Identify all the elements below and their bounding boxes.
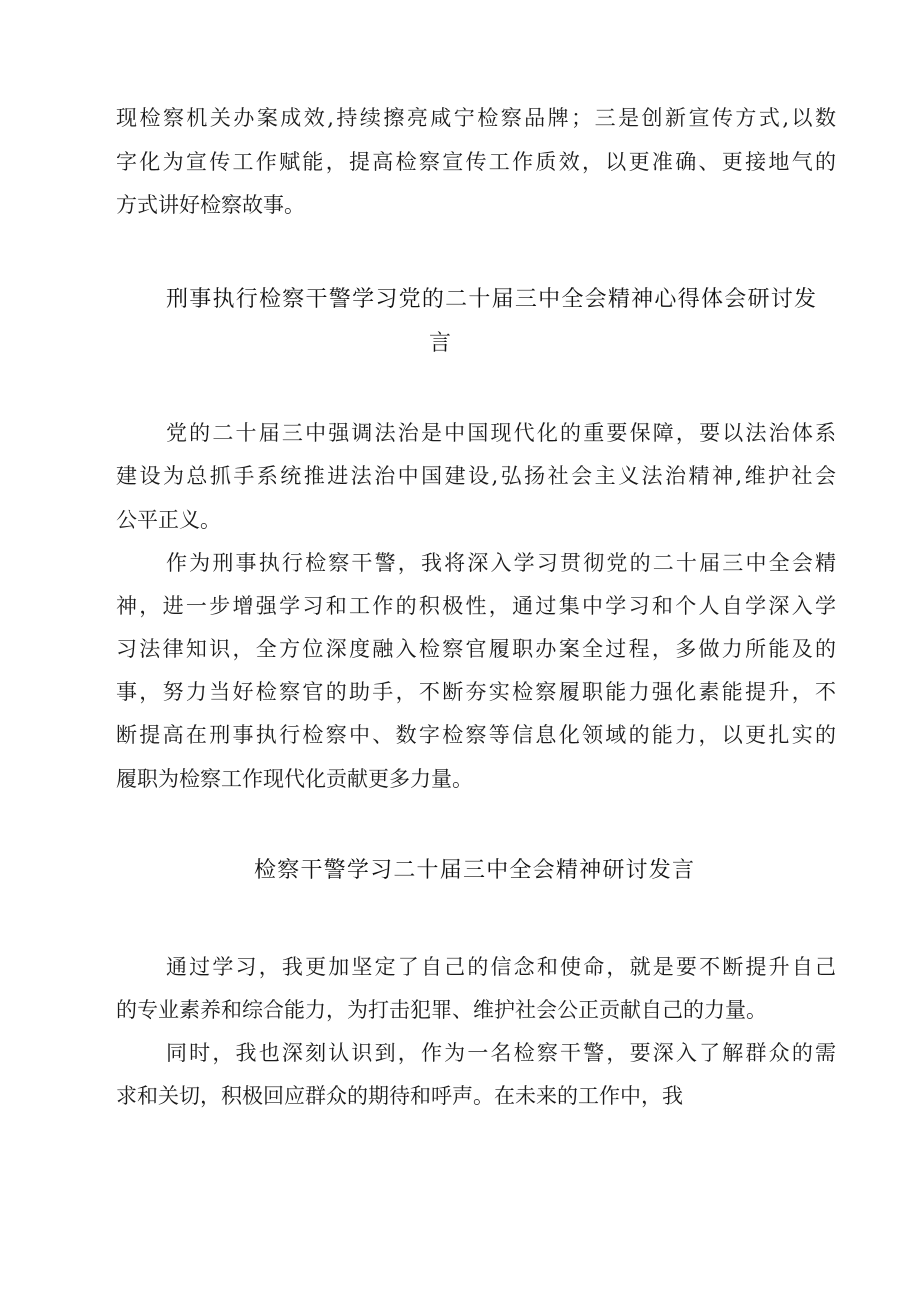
section1-p1-line-2: 建设为总抓手系统推进法治中国建设,弘扬社会主义法治精神,维护社会 [116,464,836,488]
section1-title-line-1: 刑事执行检察干警学习党的二十届三中全会精神心得体会研讨发 [166,287,816,312]
section1-p2-line-1: 作为刑事执行检察干警，我将深入学习贯彻党的二十届三中全会精 [166,551,836,575]
intro-line-3: 方式讲好检察故事。 [116,193,305,217]
section1-title-line-2: 言 [428,331,451,356]
intro-line-2: 字化为宣传工作赋能，提高检察宣传工作质效，以更准确、更接地气的 [116,150,836,174]
intro-line-1: 现检察机关办案成效,持续擦亮咸宁检察品牌；三是创新宣传方式,以数 [116,106,836,130]
section1-p2-line-6: 履职为检察工作现代化贡献更多力量。 [116,767,473,791]
section2-p2-line-1: 同时，我也深刻认识到，作为一名检察干警，要深入了解群众的需 [166,1041,836,1065]
section1-p2-line-4: 事，努力当好检察官的助手，不断夯实检察履职能力强化素能提升，不 [116,680,836,704]
section1-p1-line-3: 公平正义。 [116,508,221,532]
section1-p2-line-3: 习法律知识，全方位深度融入检察官履职办案全过程，多做力所能及的 [116,637,836,661]
section1-p1-line-1: 党的二十届三中强调法治是中国现代化的重要保障，要以法治体系 [166,421,836,445]
section1-p2-line-5: 断提高在刑事执行检察中、数字检察等信息化领域的能力，以更扎实的 [116,723,836,747]
section2-p2-line-2: 求和关切，积极回应群众的期待和呼声。在未来的工作中，我 [116,1084,683,1108]
section2-p1-line-1: 通过学习，我更加坚定了自己的信念和使命，就是要不断提升自己 [166,955,836,979]
section1-p2-line-2: 神，进一步增强学习和工作的积极性，通过集中学习和个人自学深入学 [116,594,836,618]
section2-title: 检察干警学习二十届三中全会精神研讨发言 [254,858,694,883]
section2-p1-line-2: 的专业素养和综合能力，为打击犯罪、维护社会公正贡献自己的力量。 [116,998,767,1022]
